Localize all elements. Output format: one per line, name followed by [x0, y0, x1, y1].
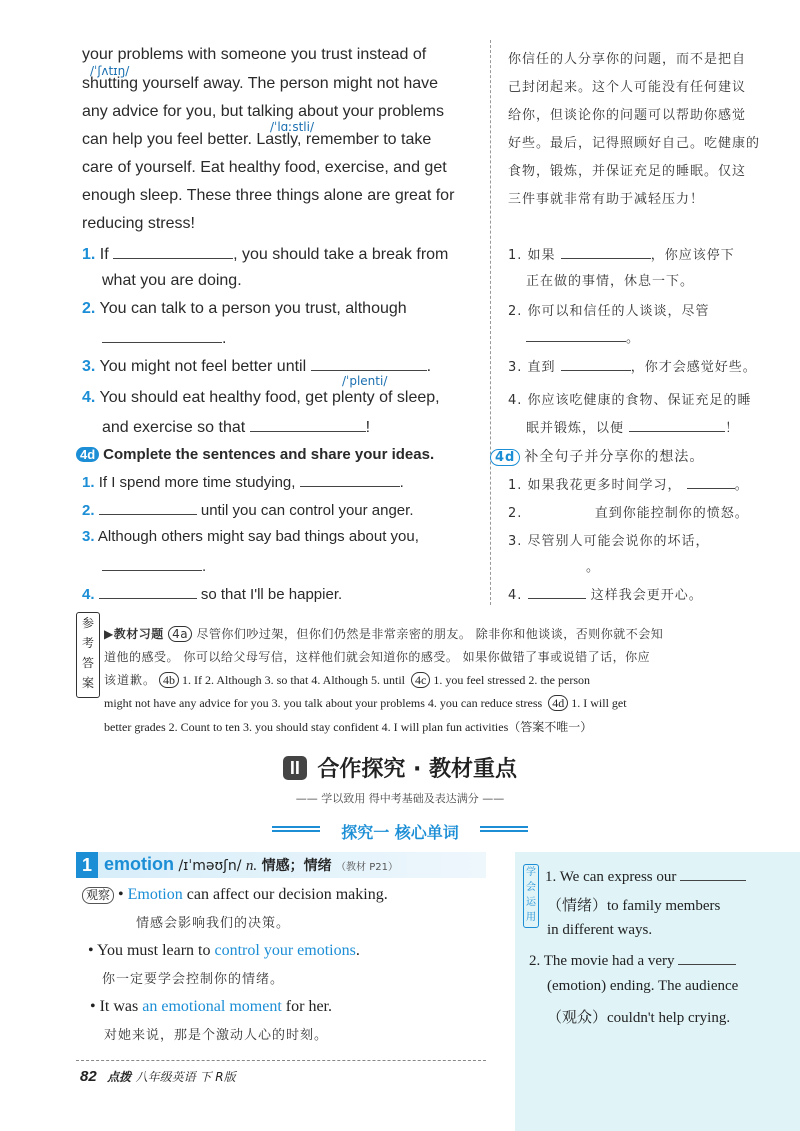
question-text: 你可以和信任的人谈谈，尽管 [527, 304, 710, 319]
answer-blank[interactable] [311, 356, 427, 371]
question-4-cn [508, 389, 752, 408]
label-char: 运 [526, 897, 536, 908]
question-text: 如果我花更多时间学习， [527, 478, 682, 493]
question-text: ，你才会感觉好些。 [630, 360, 757, 375]
example-2-cn: 你一定要学会控制你的情绪。 [102, 972, 285, 987]
question-number: 1. [508, 478, 523, 493]
passage-line: any advice for you, but talking about your problems [82, 103, 444, 120]
question-text: and exercise so that [102, 419, 246, 436]
answer-tag: 4c [411, 672, 430, 688]
translation-line: 你信任的人分享你的问题，而不是把自 [508, 52, 747, 67]
answer-line [104, 695, 627, 711]
answer-text: 尽管你们吵过架，但你们仍然是非常亲密的朋友。 除非你和他谈谈，否则你就不会知 [196, 627, 664, 641]
question-number: 1. [82, 246, 96, 263]
question-1 [82, 244, 448, 264]
answer-tag: 4d [548, 695, 568, 711]
exercise-4d-header [76, 446, 434, 463]
phonetic-shutting: /ˈʃʌtɪŋ/ [90, 64, 130, 78]
question-text: You might not feel better until [99, 358, 307, 375]
question-number: 1. [508, 248, 523, 263]
question-number: 2. [508, 304, 523, 319]
question-text: 。 [586, 560, 601, 575]
answer-line [104, 671, 590, 688]
question-text: If [99, 246, 109, 263]
label-char: 答 [81, 656, 94, 670]
practice-2 [529, 950, 736, 970]
phonetic-lastly: /ˈlɑːstli/ [270, 120, 315, 134]
practice-text: 1. We can express our [545, 869, 677, 885]
question-3 [82, 356, 431, 376]
question-number: 3. [82, 528, 95, 545]
question-text: . [426, 358, 432, 375]
answer-line: 道他的感受。 你可以给父母写信，这样他们就会知道你的感受。 如果你做错了事或说错了话，你应 [104, 650, 651, 664]
translation-line: 好些。最后，记得照顾好自己。吃健康的 [508, 136, 761, 151]
question-number: 1. [82, 474, 95, 491]
passage-line: your problems with someone you trust instead of [82, 46, 427, 63]
answer-blank[interactable] [629, 417, 725, 432]
question-2-cn-cont [526, 327, 640, 346]
answer-blank[interactable] [561, 244, 651, 259]
page-footer [80, 1068, 236, 1086]
example-1-cn: 情感会影响我们的决策。 [136, 916, 291, 931]
label-char: 案 [81, 676, 94, 690]
label-char: 用 [526, 912, 536, 923]
practice-2-cont: （观众）couldn't help crying. [547, 1010, 731, 1026]
footer-divider [76, 1060, 486, 1061]
explore-heading [272, 818, 528, 844]
question-text: You should eat healthy food, get plenty of sleep, [99, 389, 440, 406]
question-text: , you should take a break from [233, 246, 449, 263]
reference-answer-label [76, 612, 100, 698]
question-text: 。 [626, 331, 641, 346]
translation-line: 三件事就非常有助于减轻压力！ [508, 192, 705, 207]
decor-lines [272, 826, 320, 834]
example-3-cn: 对她来说，那是个激动人心的时刻。 [104, 1028, 329, 1043]
question-text: You can talk to a person you trust, although [99, 300, 407, 317]
practice-text: 2. The movie had a very [529, 953, 675, 969]
question-number: 2. [82, 502, 95, 519]
example-keyword: an emotional moment [142, 998, 282, 1015]
answer-blank[interactable] [250, 417, 366, 432]
headword: emotion [104, 854, 174, 874]
answer-tag: 4a [168, 626, 192, 642]
question-text: . [202, 558, 207, 575]
question-3-cn [508, 530, 710, 549]
example-text: • It was [90, 998, 143, 1015]
word-entry-header [76, 852, 486, 878]
question-4 [82, 389, 440, 407]
example-keyword: Emotion [127, 886, 183, 903]
answer-text: 1. you feel stressed 2. the person [433, 673, 590, 687]
label-char: 考 [81, 636, 94, 650]
question-1-cont: what you are doing. [102, 272, 242, 289]
answer-line [104, 625, 663, 642]
exercise-badge: 4d [76, 447, 99, 462]
answer-blank[interactable] [102, 556, 202, 571]
question-2-cn [508, 300, 710, 319]
observe-tag: 观察 [82, 887, 114, 904]
question-2 [82, 300, 407, 318]
translation-line: 己封闭起来。这个人可能没有任何建议 [508, 80, 747, 95]
question-number: 3. [82, 358, 96, 375]
question-1-cn [508, 244, 735, 263]
word-headline [104, 854, 398, 875]
question-number: 4. [82, 389, 96, 406]
passage-text: remember to take [305, 131, 432, 148]
passage-line: enough sleep. These three things alone are great for [82, 187, 455, 204]
question-text: ，你应该停下 [650, 248, 735, 263]
question-text: 眠并锻炼，以便 [526, 421, 625, 436]
question-number: 3. [508, 534, 523, 549]
question-text: ! [365, 419, 371, 436]
question-text: . [399, 474, 404, 491]
exercise-badge: 4d [490, 449, 520, 466]
answer-blank[interactable] [561, 356, 631, 371]
section-number: II [283, 756, 307, 780]
question-number: 2. [82, 300, 96, 317]
question-2-cn [508, 502, 749, 521]
example-1: 观察 • Emotion can affect our decision making. [82, 886, 388, 904]
question-text: 尽管别人可能会说你的坏话， [527, 534, 710, 549]
answer-blank[interactable] [680, 866, 746, 881]
question-4-cn [508, 584, 703, 603]
question-4-cont [102, 417, 370, 437]
explore-title: 探究一 核心单词 [341, 823, 459, 842]
question-text: 直到你能控制你的愤怒。 [594, 506, 749, 521]
practice-1-cont: in different ways. [547, 922, 653, 938]
word-phonetic: /ɪˈməʊʃn/ [178, 858, 242, 874]
passage-line [82, 131, 431, 149]
question-3-cn-cont [526, 556, 600, 575]
answer-blank[interactable] [526, 556, 586, 571]
passage-text: can help you feel better. [82, 131, 252, 148]
practice-1 [545, 866, 746, 886]
question-3 [82, 528, 419, 545]
question-number: 4. [508, 393, 523, 408]
question-1-cn [508, 474, 749, 493]
question-text: . [222, 330, 227, 347]
exercise-title: 补全句子并分享你的想法。 [524, 449, 705, 465]
passage-line: shutting yourself away. The person might not have [82, 75, 439, 92]
question-text: 直到 [527, 360, 556, 375]
answer-blank[interactable] [102, 328, 222, 343]
practice-2-cont: (emotion) ending. The audience [547, 978, 739, 994]
answer-lead: ▶教材习题 [104, 627, 164, 641]
answer-blank[interactable] [526, 327, 626, 342]
answer-blank[interactable] [687, 474, 735, 489]
answer-tag: 4b [159, 672, 179, 688]
passage-line: care of yourself. Eat healthy food, exercise, and get [82, 159, 447, 176]
example-keyword: control your emotions [214, 942, 356, 959]
answer-blank[interactable] [300, 472, 400, 487]
answer-blank[interactable] [528, 502, 590, 517]
answer-blank[interactable] [678, 950, 736, 965]
question-text: 这样我会更开心。 [590, 588, 703, 603]
question-text: Although others might say bad things about you, [97, 528, 419, 545]
label-char: 参 [81, 616, 94, 630]
example-text: . [355, 942, 360, 959]
word-source: （教材 P21） [336, 862, 398, 873]
question-number: 3. [508, 360, 523, 375]
example-text: can affect our decision making. [182, 886, 388, 903]
answer-text: 该道歉。 [104, 673, 157, 687]
question-text: 你应该吃健康的食物、保证充足的睡 [527, 393, 752, 408]
example-3 [90, 998, 332, 1016]
question-text: so that I'll be happier. [200, 586, 343, 603]
label-char: 会 [526, 882, 536, 893]
question-text: 如果 [527, 248, 556, 263]
answer-blank[interactable] [99, 500, 197, 515]
practice-label [523, 864, 539, 928]
question-3-cont [102, 556, 206, 575]
answer-blank[interactable] [528, 584, 586, 599]
question-text: until you can control your anger. [200, 502, 414, 519]
section-title [0, 752, 800, 783]
question-1 [82, 472, 404, 491]
question-4-cn-cont [526, 417, 739, 436]
question-number: 2. [508, 506, 523, 521]
question-text: If I spend more time studying, [98, 474, 296, 491]
book-title: 八年级英语 下 R版 [135, 1070, 236, 1084]
question-2-cont [102, 328, 226, 348]
example-text: for her. [281, 998, 332, 1015]
part-of-speech: n. [245, 858, 258, 874]
passage-text: Lastly, [256, 131, 302, 148]
translation-line: 给你，但谈论你的问题可以帮助你感觉 [508, 108, 747, 123]
question-1-cn-cont: 正在做的事情，休息一下。 [526, 274, 695, 289]
answer-blank[interactable] [113, 244, 233, 259]
question-4 [82, 584, 342, 603]
exercise-4d-header-cn [490, 446, 704, 466]
example-2 [88, 942, 360, 960]
question-2 [82, 500, 414, 519]
practice-1-cont: （情绪）to family members [547, 898, 721, 914]
answer-text: 1. If 2. Although 3. so that 4. Although 5. until [182, 673, 406, 687]
answer-line: better grades 2. Count to ten 3. you should stay confident 4. I will plan fun activities（答案不唯一） [104, 720, 593, 734]
translation-line: 食物，锻炼，并保证充足的睡眠。仅这 [508, 164, 747, 179]
question-3-cn [508, 356, 757, 375]
exercise-title: Complete the sentences and share your ideas. [103, 446, 435, 463]
phonetic-plenty: /ˈplenti/ [342, 374, 388, 388]
word-number: 1 [76, 852, 98, 878]
decor-lines [480, 826, 528, 834]
answer-blank[interactable] [99, 584, 197, 599]
page-number: 82 [80, 1068, 97, 1085]
example-text: • You must learn to [88, 942, 215, 959]
section-heading: 合作探究 · 教材重点 [317, 757, 518, 782]
label-char: 学 [526, 867, 536, 878]
passage-line: reducing stress! [82, 215, 195, 232]
section-subtitle: —— 学以致用 得中考基础及表达满分 —— [295, 792, 505, 805]
practice-panel [515, 852, 800, 1131]
answer-text: might not have any advice for you 3. you talk about your problems 4. you can reduce stress [104, 696, 543, 710]
question-text: ！ [725, 421, 740, 436]
word-meaning: 情感；情绪 [261, 858, 332, 874]
answer-text: 1. I will get [571, 696, 627, 710]
question-number: 4. [508, 588, 523, 603]
question-number: 4. [82, 586, 95, 603]
column-divider [490, 40, 491, 605]
question-text: 。 [734, 478, 749, 493]
brand-name: 点拨 [107, 1070, 132, 1084]
